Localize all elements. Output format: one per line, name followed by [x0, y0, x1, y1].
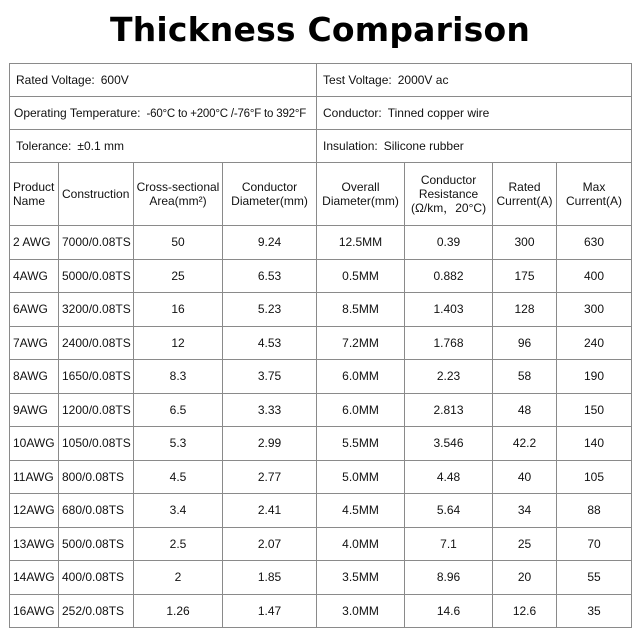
cell-name: 16AWG	[10, 594, 59, 628]
conductor-value: Tinned copper wire	[387, 106, 490, 120]
cell-cond-dia: 3.33	[223, 393, 317, 427]
cell-construction: 7000/0.08TS	[59, 226, 134, 260]
cell-area: 16	[134, 293, 223, 327]
tolerance-label: Tolerance:	[16, 139, 72, 153]
header-line: Resistance	[418, 187, 479, 201]
conductor-cell	[317, 97, 632, 130]
cell-area: 1.26	[134, 594, 223, 628]
cell-max: 630	[557, 226, 632, 260]
insulation-cell	[317, 130, 632, 163]
cell-area: 3.4	[134, 494, 223, 528]
header-conductor-diameter	[223, 163, 317, 226]
cell-cond-dia: 2.77	[223, 460, 317, 494]
header-rated-current	[493, 163, 557, 226]
table-row	[10, 494, 632, 528]
header-line: Overall	[341, 180, 380, 194]
table-row	[10, 259, 632, 293]
cell-resistance: 3.546	[405, 427, 493, 461]
cell-area: 6.5	[134, 393, 223, 427]
cell-resistance: 2.23	[405, 360, 493, 394]
cell-resistance: 0.39	[405, 226, 493, 260]
rated-voltage-cell	[10, 64, 317, 97]
spec-row	[10, 130, 632, 163]
cell-area: 12	[134, 326, 223, 360]
spec-row	[10, 64, 632, 97]
cell-max: 70	[557, 527, 632, 561]
table-row	[10, 226, 632, 260]
cell-max: 300	[557, 293, 632, 327]
header-line: Conductor	[420, 173, 477, 187]
header-line: Diameter(mm)	[322, 194, 399, 208]
cell-area: 2	[134, 561, 223, 595]
cell-overall: 8.5MM	[317, 293, 405, 327]
header-line: Conductor	[241, 180, 298, 194]
cell-construction: 500/0.08TS	[59, 527, 134, 561]
cell-name: 14AWG	[10, 561, 59, 595]
cell-resistance: 1.768	[405, 326, 493, 360]
cell-resistance: 8.96	[405, 561, 493, 595]
test-voltage-value: 2000V ac	[397, 73, 449, 87]
cell-rated: 40	[493, 460, 557, 494]
cell-rated: 96	[493, 326, 557, 360]
cell-name: 6AWG	[10, 293, 59, 327]
insulation-value: Silicone rubber	[383, 139, 464, 153]
cell-cond-dia: 9.24	[223, 226, 317, 260]
header-line: Name	[13, 194, 46, 208]
cell-overall: 4.5MM	[317, 494, 405, 528]
cell-max: 150	[557, 393, 632, 427]
cell-construction: 680/0.08TS	[59, 494, 134, 528]
cell-name: 7AWG	[10, 326, 59, 360]
rated-voltage-value: 600V	[100, 73, 129, 87]
cell-rated: 175	[493, 259, 557, 293]
cell-area: 8.3	[134, 360, 223, 394]
cell-overall: 6.0MM	[317, 360, 405, 394]
cell-rated: 48	[493, 393, 557, 427]
conductor-label: Conductor:	[323, 106, 382, 120]
test-voltage-cell	[317, 64, 632, 97]
operating-temperature-value: -60°C to +200°C /-76°F to 392°F	[146, 108, 307, 120]
header-max-current	[557, 163, 632, 226]
table-row	[10, 594, 632, 628]
cell-area: 50	[134, 226, 223, 260]
header-construction	[59, 163, 134, 226]
cell-construction: 800/0.08TS	[59, 460, 134, 494]
table-row	[10, 527, 632, 561]
cell-area: 5.3	[134, 427, 223, 461]
cell-name: 2 AWG	[10, 226, 59, 260]
cell-name: 10AWG	[10, 427, 59, 461]
table-row	[10, 460, 632, 494]
cell-overall: 0.5MM	[317, 259, 405, 293]
header-row	[10, 163, 632, 226]
table-row	[10, 360, 632, 394]
cell-area: 25	[134, 259, 223, 293]
cell-max: 400	[557, 259, 632, 293]
header-line: Current(A)	[496, 194, 553, 208]
cell-rated: 34	[493, 494, 557, 528]
cell-construction: 2400/0.08TS	[59, 326, 134, 360]
cell-overall: 5.0MM	[317, 460, 405, 494]
cell-max: 35	[557, 594, 632, 628]
table-row	[10, 427, 632, 461]
header-line: Cross-sectional	[136, 180, 220, 194]
cell-cond-dia: 2.07	[223, 527, 317, 561]
cell-overall: 12.5MM	[317, 226, 405, 260]
cell-rated: 58	[493, 360, 557, 394]
header-conductor-resistance	[405, 163, 493, 226]
cell-max: 88	[557, 494, 632, 528]
cell-rated: 12.6	[493, 594, 557, 628]
cell-cond-dia: 5.23	[223, 293, 317, 327]
header-line: Current(A)	[566, 194, 623, 208]
cell-resistance: 7.1	[405, 527, 493, 561]
cell-resistance: 14.6	[405, 594, 493, 628]
cell-rated: 42.2	[493, 427, 557, 461]
cell-resistance: 5.64	[405, 494, 493, 528]
tolerance-value: ±0.1 mm	[77, 139, 124, 153]
header-line: Area(mm²)	[149, 194, 207, 208]
cell-rated: 25	[493, 527, 557, 561]
cell-name: 12AWG	[10, 494, 59, 528]
cell-cond-dia: 1.85	[223, 561, 317, 595]
page-title: Thickness Comparison	[109, 10, 531, 49]
cell-cond-dia: 2.99	[223, 427, 317, 461]
cell-max: 55	[557, 561, 632, 595]
cell-cond-dia: 4.53	[223, 326, 317, 360]
operating-temperature-cell	[10, 97, 317, 130]
tolerance-cell	[10, 130, 317, 163]
table-row	[10, 293, 632, 327]
test-voltage-label: Test Voltage:	[323, 73, 392, 87]
header-line: Product	[13, 180, 55, 194]
header-line: (Ω/km，20°C)	[410, 201, 487, 215]
cell-resistance: 1.403	[405, 293, 493, 327]
cell-overall: 4.0MM	[317, 527, 405, 561]
operating-temperature-label: Operating Temperature:	[14, 106, 141, 120]
cell-construction: 1650/0.08TS	[59, 360, 134, 394]
cell-resistance: 4.48	[405, 460, 493, 494]
cell-overall: 3.0MM	[317, 594, 405, 628]
cell-rated: 20	[493, 561, 557, 595]
cell-rated: 128	[493, 293, 557, 327]
header-cross-sectional-area	[134, 163, 223, 226]
cell-max: 190	[557, 360, 632, 394]
header-line: Construction	[62, 187, 130, 201]
cell-construction: 3200/0.08TS	[59, 293, 134, 327]
cell-name: 9AWG	[10, 393, 59, 427]
cell-name: 8AWG	[10, 360, 59, 394]
table-row	[10, 561, 632, 595]
cell-construction: 5000/0.08TS	[59, 259, 134, 293]
cell-cond-dia: 3.75	[223, 360, 317, 394]
spec-table	[9, 63, 632, 628]
cell-resistance: 0.882	[405, 259, 493, 293]
header-line: Diameter(mm)	[231, 194, 308, 208]
cell-overall: 5.5MM	[317, 427, 405, 461]
cell-overall: 3.5MM	[317, 561, 405, 595]
cell-max: 105	[557, 460, 632, 494]
header-line: Rated	[508, 180, 541, 194]
header-overall-diameter	[317, 163, 405, 226]
spec-row	[10, 97, 632, 130]
insulation-label: Insulation:	[323, 139, 378, 153]
table-row	[10, 393, 632, 427]
cell-cond-dia: 1.47	[223, 594, 317, 628]
cell-resistance: 2.813	[405, 393, 493, 427]
cell-max: 140	[557, 427, 632, 461]
cell-overall: 7.2MM	[317, 326, 405, 360]
cell-name: 11AWG	[10, 460, 59, 494]
cell-area: 4.5	[134, 460, 223, 494]
header-line: Max	[582, 180, 606, 194]
cell-overall: 6.0MM	[317, 393, 405, 427]
cell-cond-dia: 6.53	[223, 259, 317, 293]
cell-construction: 400/0.08TS	[59, 561, 134, 595]
cell-name: 4AWG	[10, 259, 59, 293]
cell-name: 13AWG	[10, 527, 59, 561]
cell-construction: 1050/0.08TS	[59, 427, 134, 461]
table-row	[10, 326, 632, 360]
cell-cond-dia: 2.41	[223, 494, 317, 528]
header-product-name	[10, 163, 59, 226]
cell-rated: 300	[493, 226, 557, 260]
rated-voltage-label: Rated Voltage:	[16, 73, 95, 87]
cell-max: 240	[557, 326, 632, 360]
cell-construction: 1200/0.08TS	[59, 393, 134, 427]
cell-area: 2.5	[134, 527, 223, 561]
cell-construction: 252/0.08TS	[59, 594, 134, 628]
